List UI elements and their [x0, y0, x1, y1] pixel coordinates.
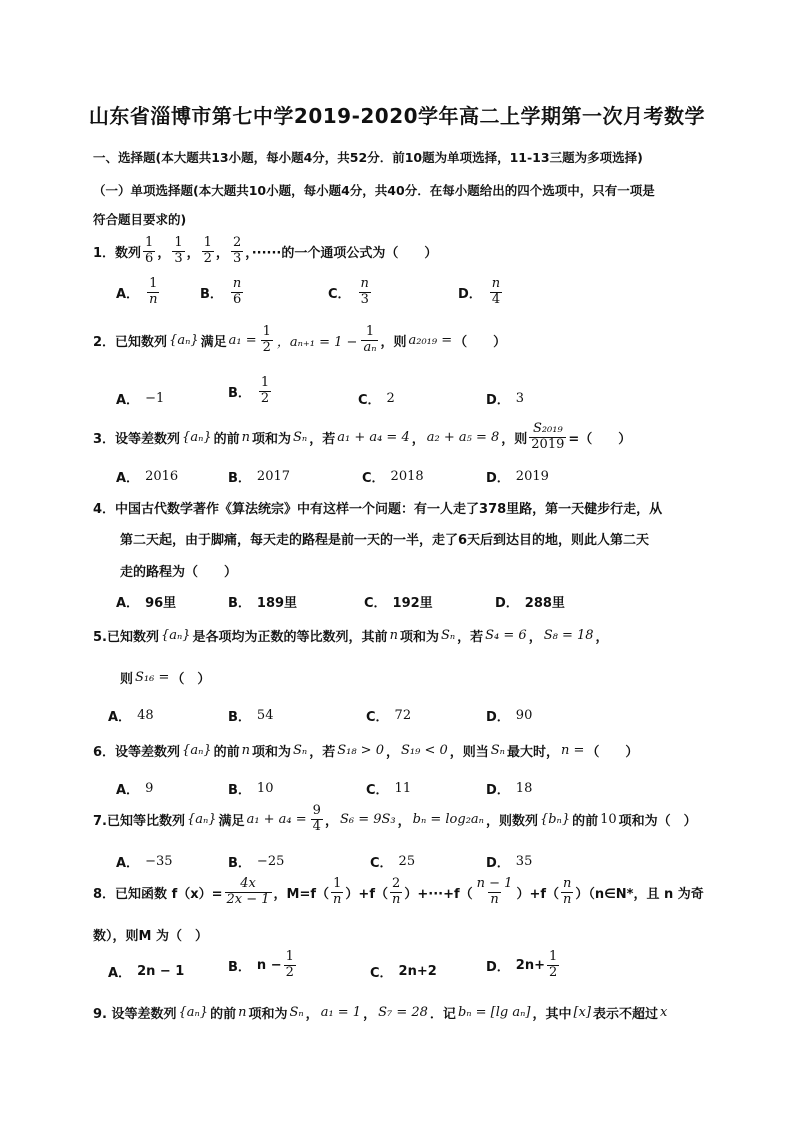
q4-option-d: D． 288里	[495, 596, 565, 611]
q7-option-b: B． −25	[228, 854, 285, 871]
question-6: 6．设等差数列 {aₙ} 的前 n 项和为 Sₙ ，若 S₁₈ > 0 ， S₁₉ < 0 ，则当 Sₙ 最大时， n = （ ）	[93, 743, 639, 760]
q8-option-a: A． 2n − 1	[108, 964, 185, 981]
q8-line-2: 数），则M 为（ ）	[93, 929, 208, 944]
q5-option-a: A． 48	[108, 708, 154, 725]
q7-option-c: C． 25	[370, 854, 416, 871]
q1-sep: ，	[186, 245, 200, 261]
q1-option-b: B． $\frac{n}{6}$	[200, 276, 242, 307]
q1-suffix: ，······的一个通项公式为（ ）	[245, 245, 438, 261]
q6-option-b: B． 10	[228, 781, 274, 798]
q3-option-d: D． 2019	[486, 469, 549, 486]
q3-option-c: C． 2018	[362, 469, 424, 486]
q1-sep: ，	[215, 245, 229, 261]
q6-option-a: A． 9	[116, 781, 154, 798]
question-1	[93, 236, 437, 267]
q4-option-c: C． 192里	[364, 596, 433, 611]
q5-option-d: D． 90	[486, 708, 533, 725]
q1-sep: ，	[157, 245, 171, 261]
subsection-heading-line1: （一）单项选择题(本大题共10小题，每小题4分，共40分．在每小题给出的四个选项中，只有一项是	[93, 183, 655, 198]
q4-option-b: B． 189里	[228, 596, 298, 611]
q2-option-d: D． 3	[486, 391, 525, 408]
q1-term-2: $\frac{1}{3}$	[174, 235, 183, 266]
q1-term-3: $\frac{1}{2}$	[203, 235, 212, 266]
q7-option-a: A． −35	[116, 854, 173, 871]
q1-option-c: C． $\frac{n}{3}$	[328, 276, 369, 307]
q2-option-b: B． $\frac{1}{2}$	[228, 375, 270, 406]
question-8: 8．已知函数 f（x）= $\frac{4x}{2x - 1}$ ，M=f（ $\frac{1}{n}$ ）+f（ $\frac{2}{n}$ ）+···+f（ $\frac{n - 1}{n}$ ）+f（ $\frac{n}{n}$ ）（n∈N*，且 n 为奇	[93, 876, 704, 907]
subsection-heading-line2: 符合题目要求的)	[93, 212, 187, 227]
q4-line-1: 4．中国古代数学著作《算法统宗》中有这样一个问题：有一人走了378里路，第一天健步行走，从	[93, 502, 663, 517]
q1-prefix: 1．数列	[93, 245, 142, 261]
q5-option-b: B． 54	[228, 708, 274, 725]
q6-option-d: D． 18	[486, 781, 533, 798]
section-heading: 一、选择题(本大题共13小题，每小题4分，共52分．前10题为单项选择，11-13三题为多项选择)	[93, 150, 643, 165]
question-5: 5.已知数列 {aₙ} 是各项均为正数的等比数列，其前 n 项和为 Sₙ ，若 S₄ = 6 ， S₈ = 18 ，	[93, 628, 609, 645]
q8-option-d: D． 2n+ $\frac{1}{2}$	[486, 949, 558, 980]
q1-option-d: D． $\frac{n}{4}$	[458, 276, 501, 307]
q3-option-a: A． 2016	[116, 469, 179, 486]
q1-term-4: $\frac{2}{3}$	[232, 235, 242, 266]
question-2: 2．已知数列 {aₙ} 满足 a₁ = $\frac{1}{2}$ ，aₙ₊₁ = 1 − $\frac{1}{\text{aₙ}}$ ，则 a₂₀₁₉ = （ ）	[93, 324, 507, 355]
q8-option-b: B． n − $\frac{1}{2}$	[228, 949, 294, 980]
q4-option-a: A． 96里	[116, 596, 177, 611]
question-7: 7.已知等比数列 {aₙ} 满足 a₁ + a₄ = $\frac{9}{4}$ ， S₆ = 9S₃ ， bₙ = log₂aₙ ，则数列 {bₙ} 的前 10 项和为（ ）	[93, 803, 697, 834]
question-9: 9. 设等差数列 {aₙ} 的前 n 项和为 Sₙ ， a₁ = 1 ， S₇ = 28 ．记 bₙ = [lg aₙ] ，其中 [x] 表示不超过 x	[93, 1005, 668, 1022]
page-title: 山东省淄博市第七中学2019-2020学年高二上学期第一次月考数学	[88, 104, 706, 128]
question-3: 3．设等差数列 {aₙ} 的前 n 项和为 Sₙ ，若 a₁ + a₄ = 4 ， a₂ + a₅ = 8 ，则 $\frac{\text{S₂₀₁₉}}{2019}$ =（ ）	[93, 421, 632, 452]
q2-option-c: C． 2	[358, 391, 395, 408]
q1-term-1: $\frac{1}{6}$	[145, 235, 154, 266]
q1-option-a: A． $\frac{1}{n}$	[116, 276, 158, 307]
question-5-line-2: 则 S₁₆ = （ ）	[120, 670, 211, 687]
q2-option-a: A． −1	[116, 391, 165, 408]
q4-line-3: 走的路程为（ ）	[120, 565, 238, 580]
q6-option-c: C． 11	[366, 781, 412, 798]
q3-option-b: B． 2017	[228, 469, 291, 486]
q4-line-2: 第二天起，由于脚痛，每天走的路程是前一天的一半，走了6天后到达目的地，则此人第二天	[120, 533, 650, 548]
q8-option-c: C． 2n+2	[370, 964, 437, 981]
q7-option-d: D． 35	[486, 854, 533, 871]
q5-option-c: C． 72	[366, 708, 412, 725]
